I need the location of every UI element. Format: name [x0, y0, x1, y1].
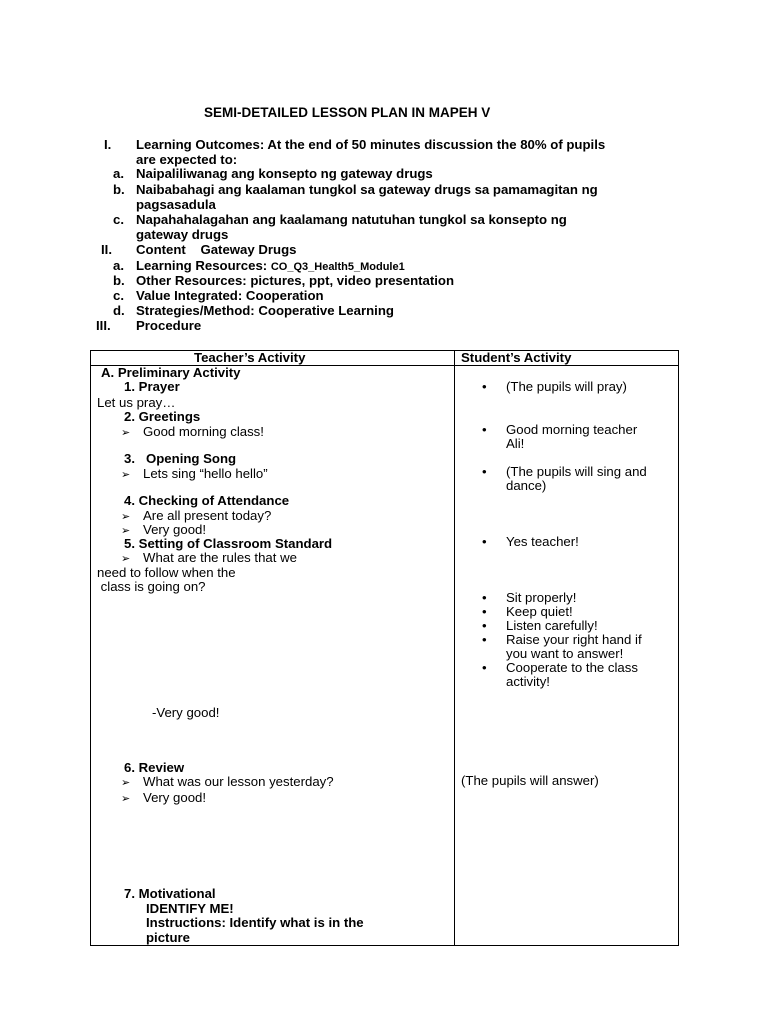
- classroom-standard-heading: 5. Setting of Classroom Standard: [124, 536, 333, 551]
- learning-resources-value: CO_Q3_Health5_Module1: [270, 261, 405, 273]
- outcome-c-text: gateway drugs: [136, 227, 229, 242]
- outcome-b-text: Naibabahagi ang kaalaman tungkol sa gateway drugs sa pamamagitan ng: [136, 182, 598, 197]
- outcome-b-text: pagsasadula: [136, 197, 216, 212]
- arrow-bullet-icon: [121, 467, 130, 482]
- student-line: Listen carefully!: [506, 618, 598, 633]
- teacher-line: -Very good!: [152, 705, 220, 720]
- content-line: Content Gateway Drugs: [136, 242, 297, 257]
- student-line: activity!: [506, 674, 550, 689]
- bullet-icon: [482, 633, 487, 647]
- document-title: SEMI-DETAILED LESSON PLAN IN MAPEH V: [204, 105, 491, 120]
- resource-d-letter: d.: [113, 303, 125, 318]
- student-activity-header: Student’s Activity: [461, 350, 572, 365]
- teacher-line: What was our lesson yesterday?: [143, 774, 334, 789]
- teacher-activity-header: Teacher’s Activity: [194, 350, 306, 365]
- other-resources-line: Other Resources: pictures, ppt, video presentation: [136, 273, 455, 288]
- outcome-c-text: Napahahalagahan ang kaalamang natutuhan tungkol sa konsepto ng: [136, 212, 567, 227]
- preliminary-activity-heading: A. Preliminary Activity: [101, 365, 241, 380]
- teacher-line: What are the rules that we: [143, 550, 297, 565]
- procedure-heading: Procedure: [136, 318, 202, 333]
- arrow-bullet-icon: [121, 791, 130, 806]
- value-integrated-line: Value Integrated: Cooperation: [136, 288, 324, 303]
- review-heading: 6. Review: [124, 760, 185, 775]
- resource-b-letter: b.: [113, 273, 125, 288]
- instructions-line: picture: [146, 930, 190, 945]
- student-line: Good morning teacher: [506, 422, 638, 437]
- student-line: Cooperate to the class: [506, 660, 638, 675]
- student-line: Yes teacher!: [506, 534, 579, 549]
- instructions-line: Instructions: Identify what is in the: [146, 915, 364, 930]
- learning-outcomes-line: Learning Outcomes: At the end of 50 minutes discussion the 80% of pupils: [136, 137, 606, 152]
- teacher-line: Are all present today?: [143, 508, 272, 523]
- table-column-divider: [454, 350, 455, 945]
- learning-resources-label: Learning Resources:: [136, 258, 271, 273]
- section-1-number: I.: [104, 137, 112, 152]
- bullet-icon: [482, 465, 487, 479]
- teacher-line: need to follow when the: [97, 565, 236, 580]
- student-line: Ali!: [506, 436, 525, 451]
- motivational-heading: 7. Motivational: [124, 886, 216, 901]
- section-3-number: III.: [96, 318, 111, 333]
- strategies-line: Strategies/Method: Cooperative Learning: [136, 303, 394, 318]
- teacher-line: Good morning class!: [143, 424, 264, 439]
- bullet-icon: [482, 535, 487, 549]
- student-line: Raise your right hand if: [506, 632, 642, 647]
- bullet-icon: [482, 423, 487, 437]
- resource-c-letter: c.: [113, 288, 124, 303]
- learning-outcomes-line: are expected to:: [136, 152, 238, 167]
- student-line: Sit properly!: [506, 590, 577, 605]
- teacher-line: Very good!: [143, 522, 207, 537]
- prayer-heading: 1. Prayer: [124, 379, 180, 394]
- outcome-c-letter: c.: [113, 212, 124, 227]
- outcome-b-letter: b.: [113, 182, 125, 197]
- student-line: you want to answer!: [506, 646, 624, 661]
- greetings-heading: 2. Greetings: [124, 409, 201, 424]
- opening-song-heading: 3. Opening Song: [124, 451, 237, 466]
- attendance-heading: 4. Checking of Attendance: [124, 493, 290, 508]
- teacher-line: Lets sing “hello hello”: [143, 466, 268, 481]
- outcome-a-text: Naipaliliwanag ang konsepto ng gateway drugs: [136, 166, 433, 181]
- bullet-icon: [482, 380, 487, 394]
- arrow-bullet-icon: [121, 775, 130, 790]
- teacher-line: Let us pray…: [97, 395, 176, 410]
- teacher-line: class is going on?: [97, 579, 206, 594]
- arrow-bullet-icon: [121, 425, 130, 440]
- student-line: (The pupils will pray): [506, 379, 627, 394]
- identify-me-heading: IDENTIFY ME!: [146, 901, 234, 916]
- section-2-number: II.: [101, 242, 112, 257]
- student-line: Keep quiet!: [506, 604, 573, 619]
- outcome-a-letter: a.: [113, 166, 124, 181]
- student-line: (The pupils will sing and: [506, 464, 647, 479]
- resource-a-letter: a.: [113, 258, 124, 273]
- student-line: (The pupils will answer): [461, 773, 599, 788]
- student-line: dance): [506, 478, 547, 493]
- teacher-line: Very good!: [143, 790, 207, 805]
- bullet-icon: [482, 661, 487, 675]
